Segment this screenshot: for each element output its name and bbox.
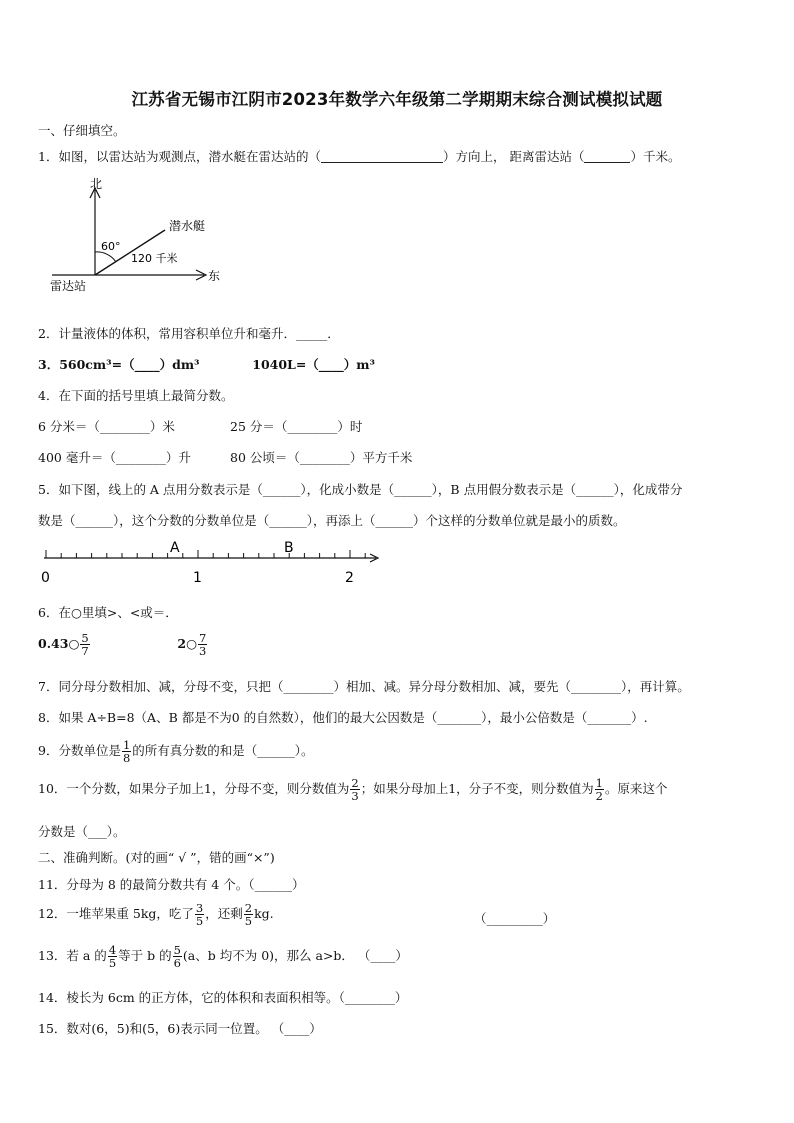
q4-item-d: 80 公顷＝（________）平方千米	[230, 450, 413, 465]
q9-text-a: 9．分数单位是	[38, 743, 121, 758]
q10-text-c: 。原来这个	[605, 781, 668, 796]
numerator: 5	[81, 631, 89, 645]
q4-item-b: 25 分＝（________）时	[230, 419, 363, 434]
question-4-row-2	[38, 448, 412, 466]
q13-text-c: (a、b 均不为 0)，那么 a>b． （____）	[182, 948, 408, 963]
distance-label: 120 千米	[131, 252, 178, 265]
section-1-heading: 一、仔细填空。	[38, 123, 126, 138]
q1-blank-direction[interactable]	[321, 150, 443, 163]
question-6: 6．在○里填>、<或＝．	[38, 605, 178, 620]
q4-item-c: 400 毫升＝（________）升	[38, 450, 191, 465]
denominator: 7	[81, 644, 89, 658]
q12-answer: （_________）	[474, 911, 556, 926]
q4-item-a: 6 分米＝（________）米	[38, 419, 175, 434]
denominator: 5	[108, 956, 117, 970]
q12-text-b: ，还剩	[205, 906, 243, 921]
section-2-heading: 二、准确判断。(对的画“ √ ”，错的画“×”)	[38, 850, 275, 865]
denominator: 3	[351, 789, 359, 803]
question-7: 7．同分母分数相加、减，分母不变，只把（________）相加、减。异分母分数相加、减，要先（________），再计算。	[38, 679, 690, 694]
q6-fraction-a	[80, 632, 89, 657]
numerator: 2	[351, 776, 359, 790]
denominator: 8	[122, 751, 131, 765]
question-8: 8．如果 A÷B=8（A、B 都是不为0 的自然数），他们的最大公因数是（_______），最小公倍数是（_______）.	[38, 710, 648, 725]
q13-text-b: 等于 b 的	[118, 948, 172, 963]
numerator: 3	[195, 901, 204, 915]
question-4: 4．在下面的括号里填上最简分数。	[38, 388, 234, 403]
q12-text-c: kg.	[254, 906, 274, 921]
q6-fraction-b	[198, 632, 207, 657]
page-title: 江苏省无锡市江阴市2023年数学六年级第二学期期末综合测试模拟试题	[131, 90, 663, 109]
north-label: 北	[90, 177, 103, 191]
q1-blank-distance[interactable]	[584, 150, 630, 163]
east-label: 东	[208, 269, 221, 283]
point-a-label: A	[170, 540, 180, 556]
numerator: 1	[595, 776, 603, 790]
question-15: 15．数对(6，5)和(5，6)表示同一位置。 （____）	[38, 1021, 322, 1036]
q6-left-a: 0.43○	[38, 636, 80, 651]
tick-label-0: 0	[41, 570, 50, 586]
q1-text-b: ）方向上， 距离雷达站（	[442, 149, 585, 164]
question-14: 14．棱长为 6cm 的正方体，它的体积和表面积相等。（________）	[38, 990, 408, 1005]
q12-fraction-2	[244, 902, 253, 927]
question-9	[38, 739, 314, 764]
question-3	[38, 355, 375, 373]
angle-label: 60°	[101, 240, 121, 253]
q12-fraction-1	[195, 902, 204, 927]
q1-text-c: ）千米。	[630, 149, 681, 164]
question-10-line-1	[38, 777, 668, 802]
q13-fraction-1	[108, 944, 117, 969]
numerator: 5	[173, 943, 181, 957]
question-5-line-2: 数是（______），这个分数的分数单位是（______），再添上（______）个这样的分数单位就是最小的质数。	[38, 513, 626, 528]
question-4-row-1	[38, 417, 362, 435]
point-b-label: B	[284, 540, 294, 556]
q10-text-a: 10．一个分数，如果分子加上1，分母不变，则分数值为	[38, 781, 350, 796]
question-11: 11．分母为 8 的最简分数共有 4 个。（______）	[38, 877, 305, 892]
q1-text-a: 1．如图，以雷达站为观测点，潜水艇在雷达站的（	[38, 149, 321, 164]
angle-arc	[95, 252, 116, 262]
q10-fraction-2	[595, 777, 604, 802]
numerator: 7	[199, 631, 207, 645]
q9-fraction	[122, 739, 131, 764]
denominator: 6	[173, 956, 181, 970]
numerator: 1	[122, 738, 131, 752]
tick-label-1: 1	[193, 570, 202, 586]
number-line-ticks	[46, 550, 365, 558]
q12-text-a: 12．一堆苹果重 5kg，吃了	[38, 906, 194, 921]
denominator: 5	[244, 914, 253, 928]
q10-fraction-1	[350, 777, 359, 802]
numerator: 4	[108, 943, 117, 957]
question-12	[38, 902, 274, 927]
denominator: 2	[595, 789, 603, 803]
q3-part-a: 3．560cm³=（____）dm³	[38, 357, 200, 372]
question-1	[38, 147, 680, 165]
compass-diagram	[44, 172, 234, 300]
submarine-label: 潜水艇	[169, 219, 206, 233]
q6-left-b: 2○	[177, 636, 198, 651]
denominator: 5	[195, 914, 204, 928]
tick-label-2: 2	[345, 570, 354, 586]
q13-text-a: 13．若 a 的	[38, 948, 107, 963]
q9-text-b: 的所有真分数的和是（______）。	[132, 743, 314, 758]
question-6-comparisons	[38, 632, 208, 657]
q13-fraction-2	[173, 944, 182, 969]
radar-label: 雷达站	[50, 279, 87, 293]
numerator: 2	[244, 901, 253, 915]
question-10-line-2: 分数是（___）。	[38, 824, 126, 839]
q3-part-b: 1040L=（____）m³	[252, 357, 376, 372]
question-13	[38, 944, 408, 969]
question-5-line-1: 5．如下图，线上的 A 点用分数表示是（______），化成小数是（______），B 点用假分数表示是（______），化成带分	[38, 482, 683, 497]
question-2: 2．计量液体的体积，常用容积单位升和毫升．_____．	[38, 326, 340, 341]
denominator: 3	[199, 644, 207, 658]
q10-text-b: ；如果分母加上1，分子不变，则分数值为	[360, 781, 594, 796]
number-line	[36, 536, 386, 588]
